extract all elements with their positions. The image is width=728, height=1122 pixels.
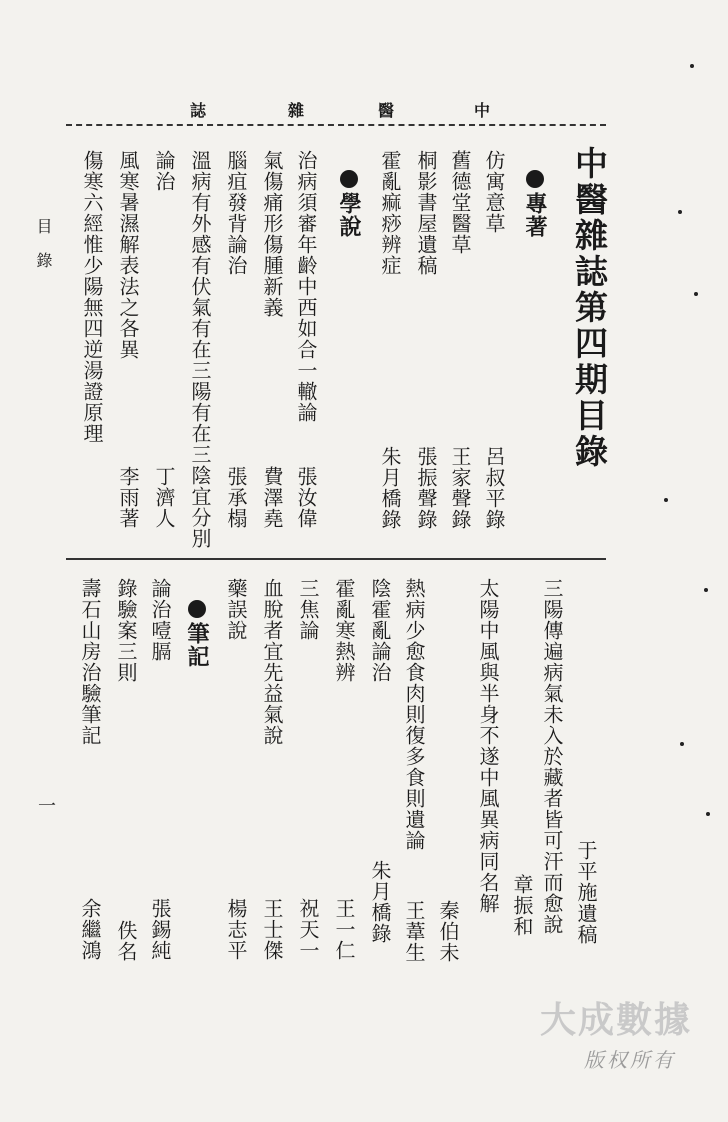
toc-item-9: 論治 (152, 150, 176, 192)
toc-author-21: 余繼鴻 (78, 898, 102, 961)
toc-item-13: 太陽中風與半身不遂中風異病同名解 (476, 578, 500, 914)
toc-item-19: 藥誤說 (224, 578, 248, 641)
toc-author-10: 于平施遺稿 (574, 840, 598, 945)
toc-author-20: 佚名 (114, 920, 138, 962)
scan-speck (704, 588, 708, 592)
toc-item-11: 傷寒六經惟少陽無四逆湯證原理 (80, 150, 104, 444)
toc-item-12: 三陽傳遍病氣未入於藏者皆可汗而愈說 (540, 578, 564, 935)
header-rule (66, 124, 606, 126)
scan-speck (690, 64, 694, 68)
toc-item-17: 三焦論 (296, 578, 320, 641)
toc-item-1: 仿寓意草 (482, 150, 506, 234)
bullet-icon (526, 170, 544, 188)
bullet-icon (188, 600, 206, 618)
scan-speck (706, 812, 710, 816)
toc-item-4: 霍亂痲痧辨症 (378, 150, 402, 276)
toc-author-17: 王士傑 (260, 898, 284, 961)
toc-author-6: 費澤堯 (260, 466, 284, 529)
page-title: 中醫雜誌第四期目錄 (570, 146, 609, 470)
bullet-icon (340, 170, 358, 188)
page-number: 一 (38, 796, 56, 817)
middle-rule (66, 558, 606, 560)
toc-author-14: 朱月橋錄 (368, 860, 392, 944)
toc-item-16: 霍亂寒熱辨 (332, 578, 356, 683)
toc-author-11: 章振和 (510, 874, 534, 937)
scan-speck (694, 292, 698, 296)
toc-author-5: 張汝偉 (294, 466, 318, 529)
section-heading-zhuanzhu: 專著 (520, 170, 551, 238)
toc-item-20: 論治噎膈 (148, 578, 172, 662)
toc-author-3: 張振聲錄 (414, 446, 438, 530)
toc-item-18: 血脫者宜先益氣說 (260, 578, 284, 746)
toc-author-2: 王家聲錄 (448, 446, 472, 530)
header-char-mid: 雜 (288, 101, 305, 120)
toc-author-7: 張承榻 (224, 466, 248, 529)
toc-item-7: 腦疽發背論治 (224, 150, 248, 276)
toc-item-22: 壽石山房治驗筆記 (78, 578, 102, 746)
section-heading-biji: 筆記 (182, 600, 213, 668)
scan-speck (678, 210, 682, 214)
header-char-right: 中 (474, 101, 491, 120)
toc-author-12: 秦伯未 (436, 900, 460, 963)
toc-author-15: 王一仁 (332, 898, 356, 961)
toc-item-14: 熱病少愈食肉則復多食則遺論 (402, 578, 426, 851)
toc-author-16: 祝天一 (296, 898, 320, 961)
section-heading-xueshuo: 學說 (334, 170, 365, 238)
toc-item-5: 治病須審年齡中西如合一轍論 (294, 150, 318, 423)
toc-item-10: 風寒暑濕解表法之各異 (116, 150, 140, 360)
toc-author-19: 張錫純 (148, 898, 172, 961)
margin-label: 目 錄 (34, 218, 53, 269)
toc-item-2: 舊德堂醫草 (448, 150, 472, 255)
toc-author-4: 朱月橋錄 (378, 446, 402, 530)
scan-speck (680, 742, 684, 746)
header-char-left: 誌 (190, 101, 207, 120)
toc-item-6: 氣傷痛形傷腫新義 (260, 150, 284, 318)
toc-author-1: 呂叔平錄 (482, 446, 506, 530)
toc-author-9: 李雨著 (116, 466, 140, 529)
toc-item-8: 溫病有外感有伏氣有在三陽有在三陰宜分別 (188, 150, 212, 549)
watermark-rights: 版权所有 (584, 1048, 676, 1072)
toc-item-3: 桐影書屋遺稿 (414, 150, 438, 276)
scan-speck (664, 498, 668, 502)
watermark-brand: 大成數據 (540, 999, 693, 1041)
toc-author-18: 楊志平 (224, 898, 248, 961)
toc-author-8: 丁濟人 (152, 466, 176, 529)
toc-item-21: 錄驗案三則 (114, 578, 138, 683)
header-char-midright: 醫 (378, 101, 395, 120)
toc-author-13: 王葦生 (402, 900, 426, 963)
toc-item-15: 陰霍亂論治 (368, 578, 392, 683)
